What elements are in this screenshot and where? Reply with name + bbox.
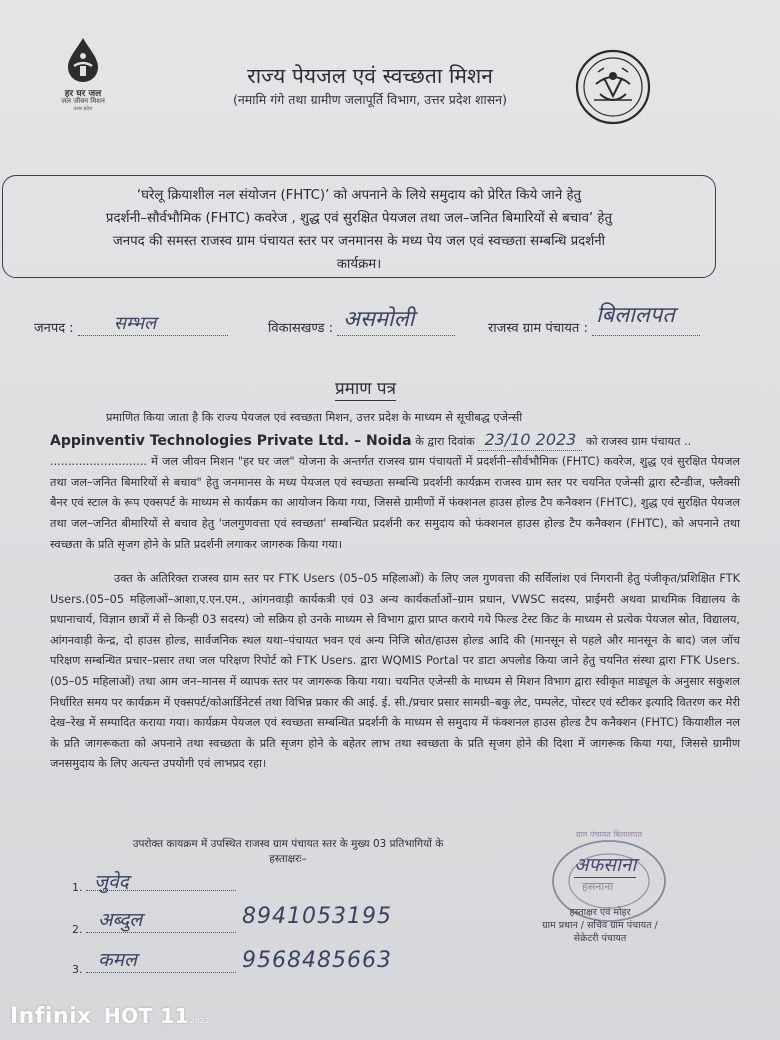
district-value: सम्भल	[113, 313, 157, 334]
har-ghar-jal-logo	[48, 36, 118, 118]
signature-number: 1.	[72, 881, 83, 894]
logo-line3: उत्तर प्रदेश	[73, 106, 93, 112]
stamp-sub: हसनाना	[582, 880, 614, 893]
banner-line: कार्यक्रम।	[336, 257, 382, 272]
banner-line: प्रदर्शनी–सौर्वभौमिक (FHTC) कवरेज , शुद्ध एवं सुरक्षित पेयजल तथा जल–जनित बिमारियों से बचाव’ हेतु	[105, 211, 613, 226]
district-field	[34, 313, 228, 336]
signature-row-3	[72, 948, 432, 976]
signature-intro	[78, 837, 498, 867]
signature-name: जुवेद	[94, 871, 129, 893]
paragraph-2	[50, 569, 740, 775]
state-emblem-icon	[574, 48, 652, 126]
agency-name: Appinventiv Technologies Private Ltd. – Noida	[50, 432, 412, 449]
banner-line: जनपद की समस्त राजस्व ग्राम पंचायत स्तर पर जनमानस के मध्य पेय जल एवं स्वच्छता सम्बन्धि प्रदर्शनी	[112, 234, 606, 249]
water-drop-icon	[58, 36, 108, 84]
seal-line1: हस्ताक्षर एवं मोहर	[569, 907, 631, 918]
block-field	[268, 307, 455, 336]
date-suffix: को राजस्व ग्राम पंचायत ..	[585, 434, 692, 448]
program-banner	[2, 175, 716, 278]
logo-line2: जल जीवन मिशन	[61, 97, 105, 105]
seal-line3: सेक्रेटरी पंचायत	[573, 933, 627, 944]
signature-name: अब्दुल	[98, 909, 143, 931]
paragraph-1	[50, 408, 740, 555]
watermark-year: 2022	[190, 1017, 210, 1025]
district-label: जनपद :	[34, 321, 74, 336]
signature-number: 3.	[72, 963, 83, 976]
watermark-brand: Infinix	[10, 1004, 92, 1029]
signature-phone: 8941053195	[242, 904, 392, 929]
certificate-title: प्रमाण पत्र	[335, 376, 396, 401]
page-title: राज्य पेयजल एवं स्वच्छता मिशन	[247, 64, 493, 88]
panchayat-field	[488, 303, 700, 336]
paragraph-1-start: प्रमाणित किया जाता है कि राज्य पेयजल एवं स्वच्छता मिशन, उत्तर प्रदेश के माध्यम से सूचीबद्ध एजेन्सी	[106, 411, 523, 424]
panchayat-value: बिलालपत	[595, 303, 675, 328]
signature-row-1	[72, 871, 272, 894]
block-value: असमोली	[343, 307, 415, 332]
paragraph-1-rest: ........................... में जल जीवन मिशन "हर घर जल" योजना के अन्तर्गत राजस्व ग्राम पंचायतों में प्रदर्शनी–सौर्वभौमिक (FHTC) कवरेज, शुद्ध एवं सुरक्षित पेयजल तथा जल–जनित बिमारियों से बचाव" हेतु जनमानस के मध्य पेयजल एवं स्वच्छता सम्बन्धि प्रदर्शनी कार्यक्रम राजस्व ग्राम स्तर पर चयनित एजेन्सी द्वारा स्टैन्डीज, फ्लैक्सी बैनर एवं स्टाल के रूप एक्सपर्ट के माध्यम से कार्यक्रम का आयोजन किया गया, जिससे ग्रामीणों में फंक्शनल हाउस होल्ड टैप कनैक्शन (FHTC), शुद्ध एवं सुरक्षित पेयजल तथा जल–जनित बीमारियों से बचाव हेतु 'जलगुणवत्ता एवं स्वच्छता' सम्बन्धित प्रदर्शनी कर समुदाय को फंक्शनल हाउस होल्ड टैप कनैक्शन (FHTC), को अपनाने तथा स्वच्छता के प्रति सृजग होने के प्रति प्रदर्शनी लगाकर जागरुक किया गया।	[50, 455, 740, 551]
camera-watermark	[10, 1004, 210, 1029]
seal-line2: ग्राम प्रधान / सचिव ग्राम पंचायत /	[542, 920, 658, 931]
stamp-ring-text: ग्राम पंचायत बिलालपत	[575, 830, 642, 839]
seal-caption	[515, 906, 685, 945]
signature-row-2	[72, 904, 432, 936]
block-label: विकासखण्ड :	[268, 321, 334, 336]
stamp-signature: अफसाना	[574, 851, 636, 878]
page-subtitle: (नमामि गंगे तथा ग्रामीण जलापूर्ति विभाग, उत्तर प्रदेश शासन)	[232, 92, 507, 107]
signature-phone: 9568485663	[242, 948, 392, 973]
watermark-model: HOT 11	[103, 1004, 190, 1028]
date-value: 23/10 2023	[478, 430, 582, 452]
signature-intro-line1: उपरोक्त कायक्रम में उपस्थित राजस्व ग्राम पंचायत स्तर के मुख्य 03 प्रतिभागियों के	[132, 838, 444, 850]
signature-intro-line2: हस्ताक्षरः–	[269, 853, 307, 865]
logo-line1: हर घर जल	[64, 89, 102, 99]
signature-number: 2.	[72, 923, 83, 936]
paragraph-2-text: उक्त के अतिरिक्त राजस्व ग्राम स्तर पर FTK Users (05–05 महिलाओं) के लिए जल गुणवत्ता की सर्विलांश एवं निगरानी हेतु पंजीकृत/प्रशिक्षित FTK Users.(05–05 महिलाओं–आशा,ए.एन.एम., आंगनवाड़ी कार्यकत्री एवं 03 अन्य कार्यकर्ताओं–ग्राम प्रधान, VWSC सदस्य, प्राईमरी अथवा प्राथमिक विद्यालय के प्रधानाचार्य, विज्ञान छात्रों में से किन्ही 03 सदस्य) जो सक्रिय हो उनके माध्यम से विभाग द्वारा प्राप्त कराये गये फिल्ड टेस्ट किट के माध्यम से प्रत्येक पेयजल स्रोत, विद्यालय, आंगनवाड़ी केन्द्र, दो हाउस होल्ड, सार्वजनिक स्थल यथा–पंचायत भवन एवं अन्य निजि स्रोत/हाउस होल्ड आदि की (मानसून से पहले और मानसून के बाद) जल जॉच परिक्षण सम्बन्धित प्रचार–प्रसार तथा जल परिक्षण रिपोर्ट को FTK Users. द्वारा WQMIS Portal पर डाटा अपलोड किया जाने हेतु चयनित संस्था द्वारा FTK Users.(05–05 महिलाओं) तथा आम जन–मानस में व्यापक स्तर पर जागरूक किया गया। चयनित एजेन्सी के माध्यम से मिशन विभाग द्वारा स्वीकृत माड्यूल के अनुसार सकुशल निर्धारित समय पर कार्यक्रम में एक्सपर्ट/कोआर्डिनेटर्स तथा विभिन्न प्रकार की आई. ई. सी./प्रचार प्रसार सामग्री–बकु लेट, पम्पलेट, पोस्टर एवं स्टीकर इत्यादि वितरण कर मेरी देख–रेख में सम्पादित कराया गया। कार्यक्रम पेयजल एवं स्वच्छता सम्बन्धित प्रदर्शनी के माध्यम से समुदाय में फंक्शनल हाउस होल्ड टैप कनैक्शन (FHTC) कियाशील नल के प्रति जागरूकता को अपनाने तथा स्वच्छता के प्रति सृजग होने के बहेतर लाभ तथा स्वच्छता के प्रति सृजग होने की दिशा में जागरूक किया गया, जिससे ग्रामीण जनसमुदाय के लिए अत्यन्त उपयोगी एवं लाभप्रद रहा।	[50, 572, 740, 771]
date-prefix: के द्वारा दिवांक	[415, 434, 475, 448]
banner-line: ‘घरेलू क्रियाशील नल संयोजन (FHTC)’ को अपनाने के लिये समुदाय को प्रेरित किये जाने हेतु	[136, 188, 582, 203]
panchayat-label: राजस्व ग्राम पंचायत :	[488, 321, 588, 336]
signature-name: कमल	[98, 949, 137, 971]
